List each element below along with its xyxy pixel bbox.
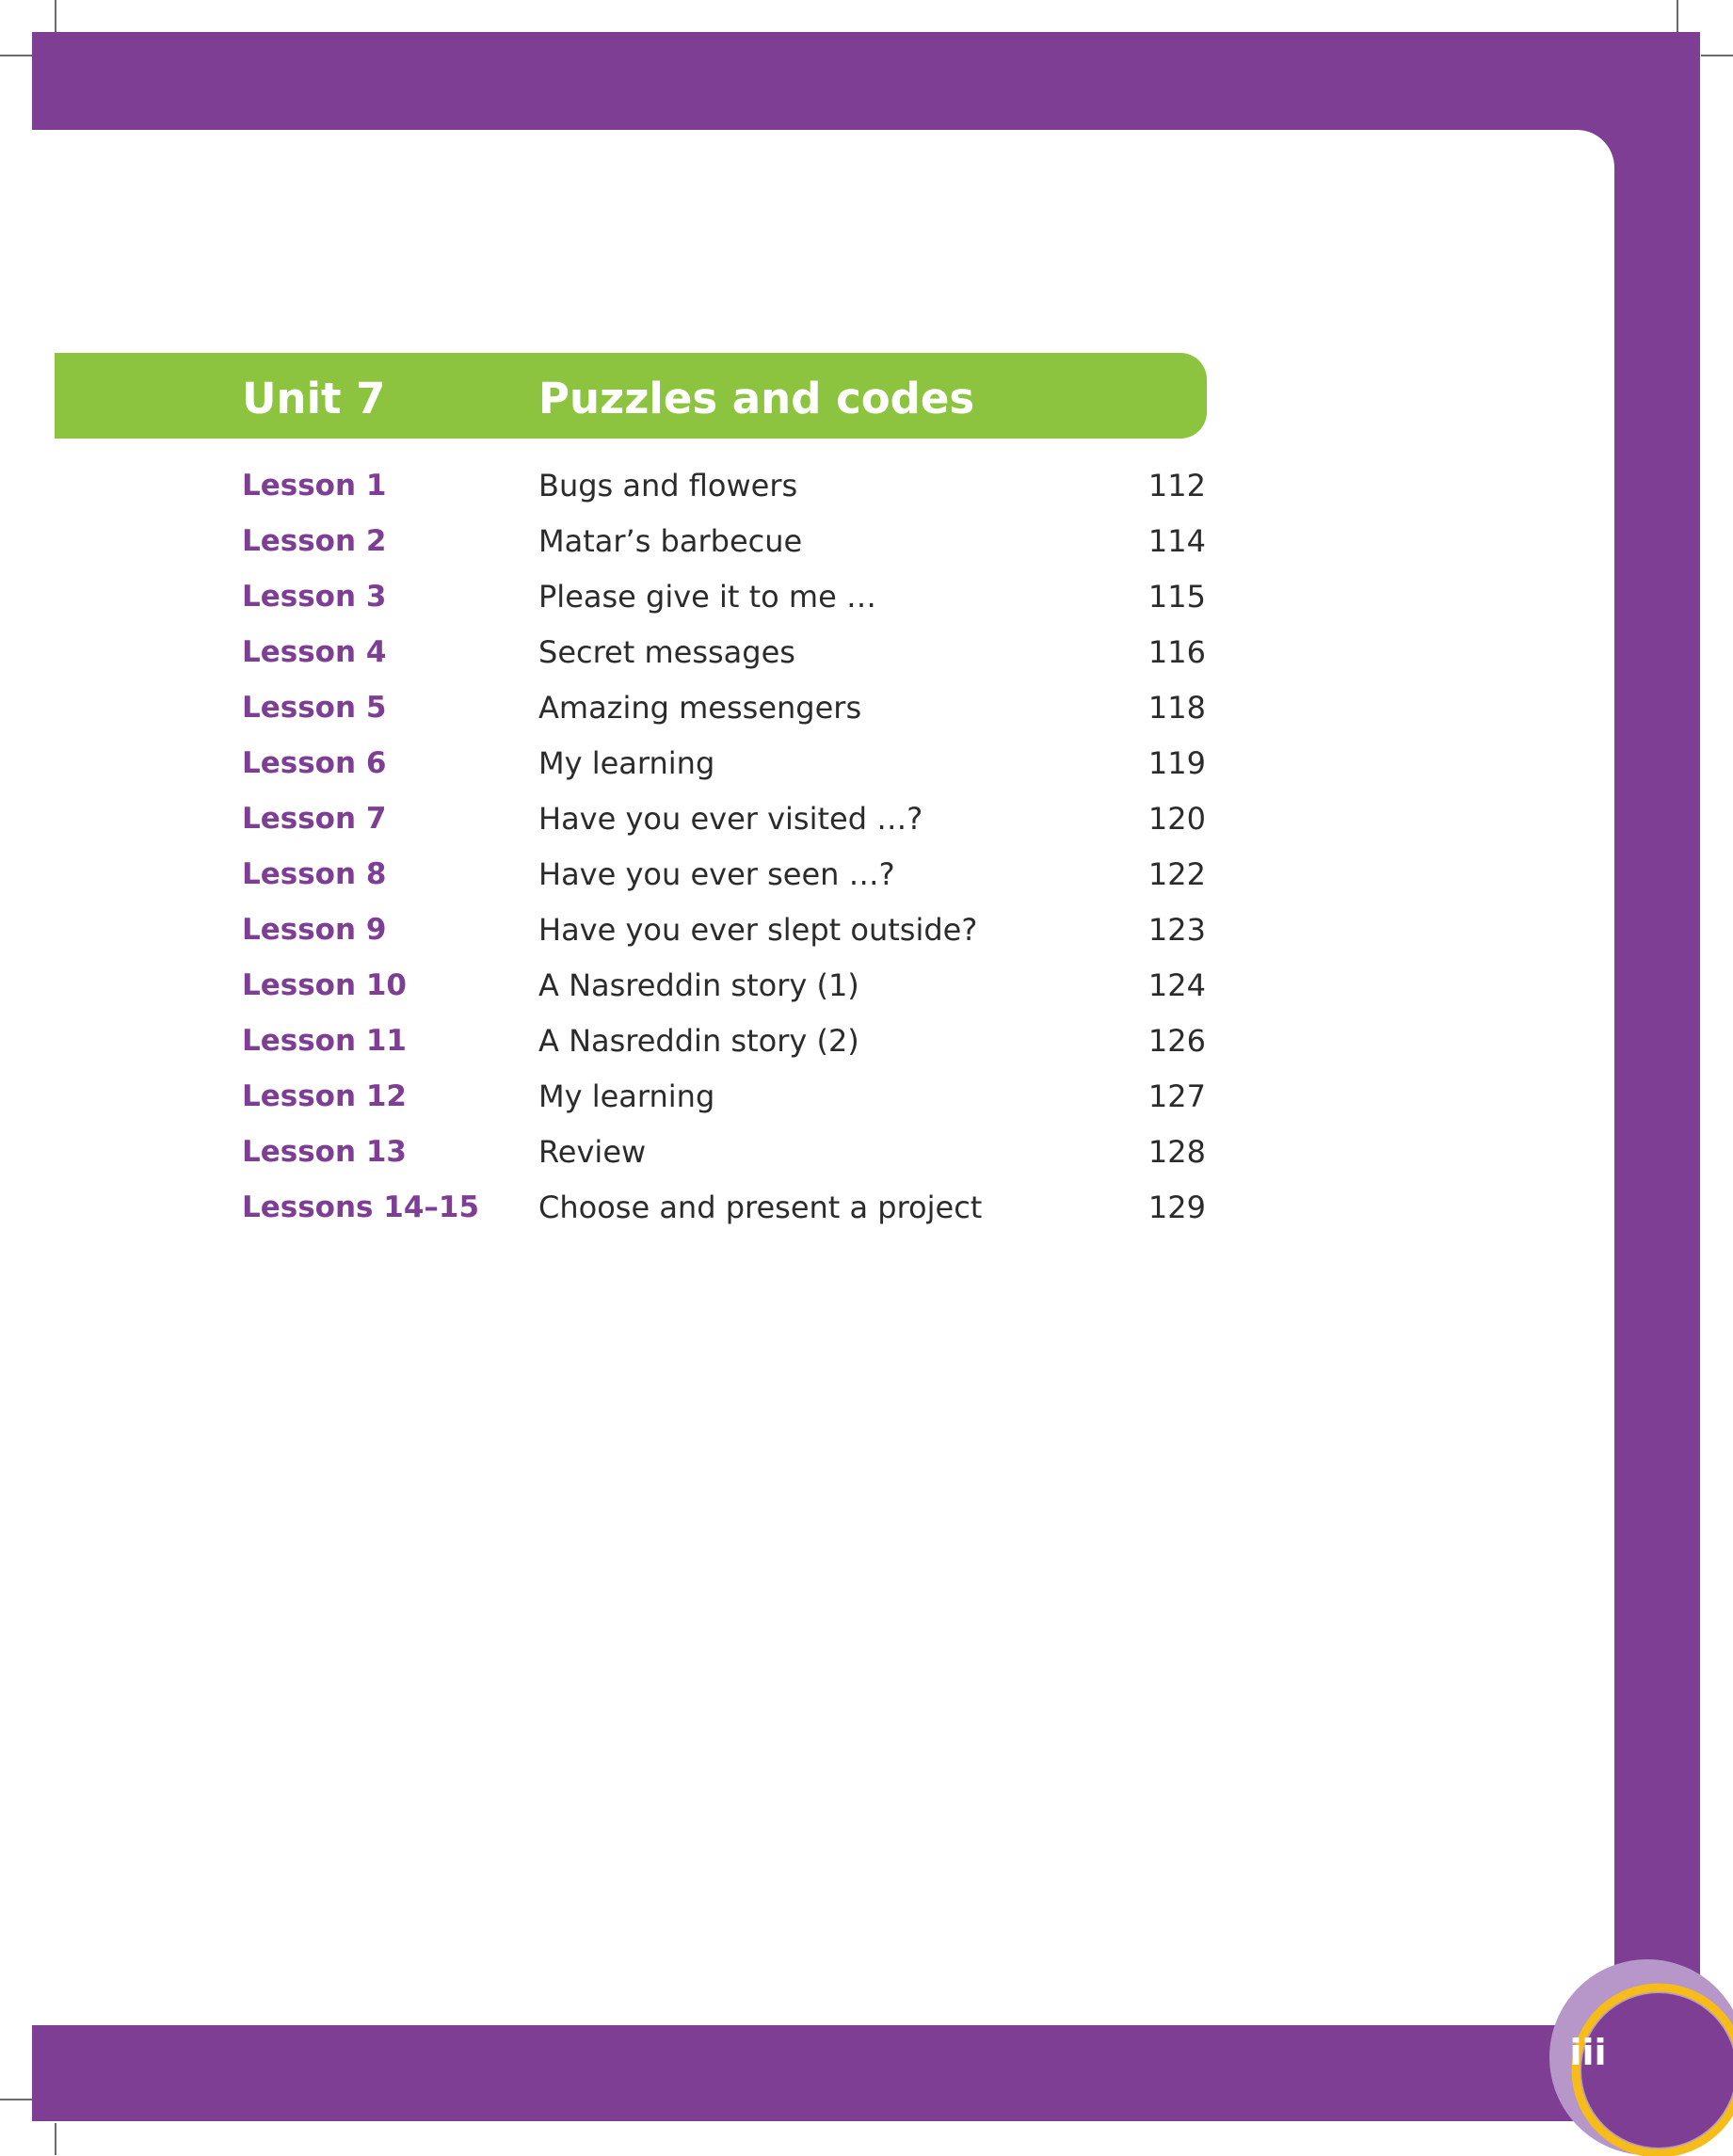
lesson-label: Lesson 11 [242,1024,407,1058]
lesson-title: A Nasreddin story (2) [538,1023,859,1059]
lesson-label: Lesson 8 [242,857,387,891]
lesson-page-number: 127 [1147,1078,1206,1114]
lesson-title: Please give it to me … [538,579,876,615]
toc-row [0,569,1733,625]
lesson-title: Matar’s barbecue [538,523,803,559]
lesson-label: Lesson 13 [242,1135,407,1169]
crop-mark [55,0,56,32]
crop-mark [0,2099,32,2100]
unit-label: Unit 7 [242,374,386,423]
lesson-page-number: 115 [1147,579,1206,615]
crop-mark [1701,55,1733,56]
lesson-page-number: 128 [1147,1134,1206,1170]
lesson-label: Lesson 4 [242,635,387,669]
lesson-page-number: 119 [1147,745,1206,781]
lesson-title: A Nasreddin story (1) [538,967,859,1003]
lesson-page-number: 126 [1147,1023,1206,1059]
lesson-title: Choose and present a project [538,1190,983,1225]
toc-row [0,736,1733,791]
lesson-page-number: 116 [1147,634,1206,670]
lesson-title: Review [538,1134,647,1170]
page-frame-top [32,32,1700,130]
lesson-title: Secret messages [538,634,795,670]
toc-row [0,1069,1733,1125]
page-frame-bottom [32,2025,1700,2121]
unit-title: Puzzles and codes [538,374,975,423]
lesson-label: Lesson 1 [242,469,387,503]
lesson-title: Amazing messengers [538,690,862,726]
lesson-title: My learning [538,1078,715,1114]
lesson-page-number: 122 [1147,856,1206,892]
lesson-label: Lesson 10 [242,968,407,1002]
toc-row [0,1125,1733,1180]
lesson-title: Bugs and flowers [538,468,798,503]
lesson-label: Lesson 12 [242,1079,407,1113]
lesson-label: Lesson 2 [242,524,387,558]
lesson-page-number: 114 [1147,523,1206,559]
toc-row [0,958,1733,1014]
toc-row [0,680,1733,736]
lesson-page-number: 123 [1147,912,1206,948]
page-number: iii [1569,2032,1607,2073]
page-frame-corner [1577,130,1614,168]
lesson-page-number: 118 [1147,690,1206,726]
crop-mark [55,2123,56,2155]
toc-row [0,625,1733,680]
lesson-label: Lessons 14–15 [242,1190,480,1224]
lesson-title: My learning [538,745,715,781]
toc-row [0,1180,1733,1236]
lesson-page-number: 124 [1147,967,1206,1003]
lesson-label: Lesson 6 [242,746,387,780]
toc-row [0,791,1733,847]
lesson-page-number: 120 [1147,801,1206,837]
lesson-page-number: 112 [1147,468,1206,503]
lesson-label: Lesson 3 [242,580,387,614]
toc-row [0,458,1733,514]
crop-mark [1677,0,1678,32]
lesson-label: Lesson 9 [242,913,387,947]
crop-mark [0,55,32,56]
lesson-page-number: 129 [1147,1190,1206,1225]
lesson-label: Lesson 7 [242,802,387,836]
lesson-label: Lesson 5 [242,691,387,725]
lesson-title: Have you ever seen …? [538,856,895,892]
toc-row [0,902,1733,958]
lesson-title: Have you ever slept outside? [538,912,978,948]
toc-row [0,847,1733,902]
lesson-title: Have you ever visited …? [538,801,923,837]
toc-row [0,514,1733,569]
toc-row [0,1014,1733,1069]
